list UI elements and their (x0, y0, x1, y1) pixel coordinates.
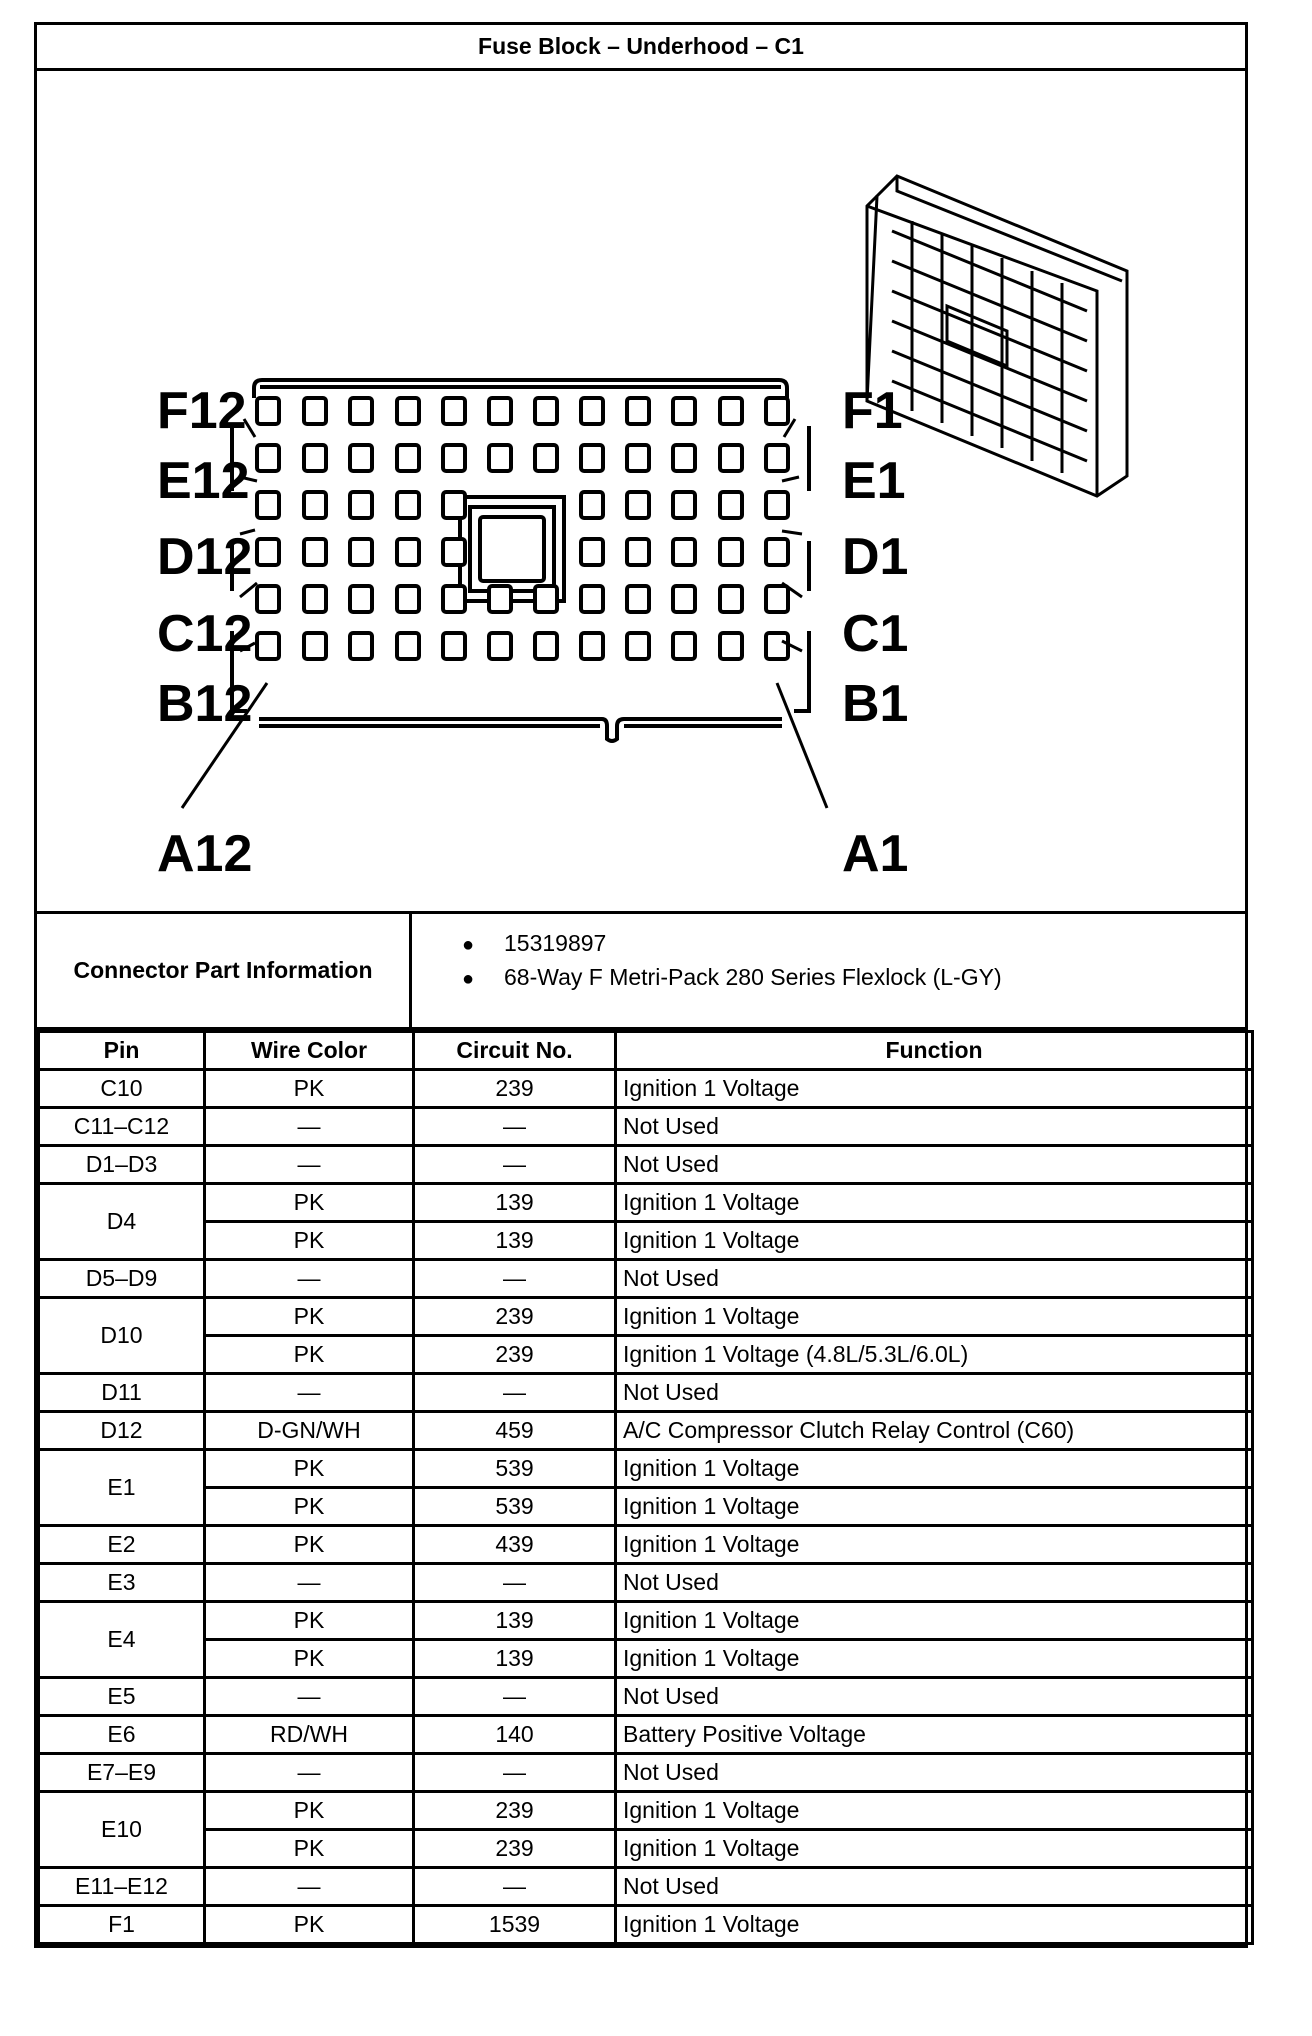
pin-cavity (766, 586, 788, 612)
pin-cavity (535, 586, 557, 612)
table-row (39, 1716, 1253, 1754)
pin-cavity (304, 398, 326, 424)
cell-circuit-no: 139 (414, 1640, 616, 1678)
cell-function: Not Used (616, 1754, 1253, 1792)
cell-wire-color: PK (205, 1526, 414, 1564)
cell-wire-color: RD/WH (205, 1716, 414, 1754)
table-header-row (39, 1032, 1253, 1070)
cell-wire-color: — (205, 1678, 414, 1716)
cell-function: Ignition 1 Voltage (616, 1184, 1253, 1222)
cell-circuit-no: 139 (414, 1222, 616, 1260)
cell-wire-color: — (205, 1108, 414, 1146)
table-row (39, 1374, 1253, 1412)
pin-label-b12: B12 (157, 675, 253, 733)
cell-circuit-no: — (414, 1678, 616, 1716)
cell-wire-color: PK (205, 1184, 414, 1222)
cell-wire-color: PK (205, 1222, 414, 1260)
cell-function: Ignition 1 Voltage (616, 1830, 1253, 1868)
cell-pin: E4 (39, 1602, 205, 1678)
cell-wire-color: PK (205, 1640, 414, 1678)
pin-cavity (257, 586, 279, 612)
pin-cavity (489, 633, 511, 659)
connector-info-label: Connector Part Information (37, 914, 412, 1027)
pin-label-f12: F12 (157, 382, 247, 440)
cell-function: Ignition 1 Voltage (4.8L/5.3L/6.0L) (616, 1336, 1253, 1374)
pinout-table (37, 1030, 1254, 1945)
cell-pin: C11–C12 (39, 1108, 205, 1146)
pin-cavity (673, 398, 695, 424)
pin-cavity (257, 539, 279, 565)
pin-cavity (673, 586, 695, 612)
connector-part-information (37, 914, 1245, 1030)
connector-info-item: ● 68-Way F Metri-Pack 280 Series Flexlock (L-GY) (462, 960, 1245, 994)
cell-function: Ignition 1 Voltage (616, 1070, 1253, 1108)
cell-wire-color: PK (205, 1298, 414, 1336)
cell-circuit-no: 239 (414, 1830, 616, 1868)
cell-function: Ignition 1 Voltage (616, 1222, 1253, 1260)
pin-label-a1: A1 (842, 825, 909, 883)
cell-wire-color: — (205, 1374, 414, 1412)
pin-cavity (627, 539, 649, 565)
pin-cavity (581, 586, 603, 612)
pinout-table-body (39, 1070, 1253, 1944)
cell-pin: E6 (39, 1716, 205, 1754)
pin-cavity (350, 492, 372, 518)
pin-cavity (443, 398, 465, 424)
cell-circuit-no: 239 (414, 1070, 616, 1108)
cell-circuit-no: — (414, 1374, 616, 1412)
cell-wire-color: — (205, 1754, 414, 1792)
pin-cavity (443, 492, 465, 518)
table-row (39, 1830, 1253, 1868)
pin-cavity (673, 539, 695, 565)
pin-cavity (257, 398, 279, 424)
cell-pin: E7–E9 (39, 1754, 205, 1792)
pin-cavity (720, 586, 742, 612)
pin-cavity (397, 445, 419, 471)
pin-cavity (350, 633, 372, 659)
cell-function: Not Used (616, 1374, 1253, 1412)
table-row (39, 1222, 1253, 1260)
pin-cavity (627, 586, 649, 612)
cell-circuit-no: — (414, 1108, 616, 1146)
pin-cavity (304, 492, 326, 518)
pin-cavity (627, 633, 649, 659)
pin-cavity (581, 539, 603, 565)
pin-cavity (257, 445, 279, 471)
cell-pin: D12 (39, 1412, 205, 1450)
cell-circuit-no: 139 (414, 1602, 616, 1640)
cell-pin: D5–D9 (39, 1260, 205, 1298)
cell-wire-color: PK (205, 1830, 414, 1868)
cell-function: Ignition 1 Voltage (616, 1906, 1253, 1944)
pin-cavity (720, 492, 742, 518)
table-row (39, 1526, 1253, 1564)
header-pin: Pin (39, 1032, 205, 1070)
cell-circuit-no: 239 (414, 1298, 616, 1336)
cell-pin: D11 (39, 1374, 205, 1412)
cell-function: Ignition 1 Voltage (616, 1602, 1253, 1640)
cell-function: Ignition 1 Voltage (616, 1298, 1253, 1336)
cell-function: Ignition 1 Voltage (616, 1526, 1253, 1564)
cell-wire-color: — (205, 1868, 414, 1906)
pin-cavity (350, 539, 372, 565)
table-row (39, 1564, 1253, 1602)
cell-circuit-no: 539 (414, 1488, 616, 1526)
pin-cavity (581, 445, 603, 471)
cell-wire-color: PK (205, 1488, 414, 1526)
cell-wire-color: — (205, 1146, 414, 1184)
pin-label-c12: C12 (157, 605, 253, 663)
pin-cavity (535, 398, 557, 424)
cell-function: A/C Compressor Clutch Relay Control (C60) (616, 1412, 1253, 1450)
connector-diagram (37, 71, 1245, 914)
cell-function: Not Used (616, 1108, 1253, 1146)
cell-pin: C10 (39, 1070, 205, 1108)
pin-cavity (535, 445, 557, 471)
cell-circuit-no: — (414, 1260, 616, 1298)
pin-cavity (673, 492, 695, 518)
pin-cavity (766, 492, 788, 518)
pin-cavity (766, 445, 788, 471)
connector-info-item: ● 15319897 (462, 926, 1245, 960)
pin-cavity (397, 398, 419, 424)
pin-cavity (304, 445, 326, 471)
table-row (39, 1146, 1253, 1184)
cell-circuit-no: — (414, 1754, 616, 1792)
cell-function: Ignition 1 Voltage (616, 1488, 1253, 1526)
pin-cavity (257, 633, 279, 659)
cell-circuit-no: 539 (414, 1450, 616, 1488)
cell-pin: D1–D3 (39, 1146, 205, 1184)
header-wire-color: Wire Color (205, 1032, 414, 1070)
table-row (39, 1678, 1253, 1716)
pin-cavity (720, 398, 742, 424)
table-row (39, 1412, 1253, 1450)
cell-pin: E10 (39, 1792, 205, 1868)
pin-cavity (766, 398, 788, 424)
table-row (39, 1108, 1253, 1146)
table-row (39, 1260, 1253, 1298)
cell-function: Ignition 1 Voltage (616, 1450, 1253, 1488)
cell-wire-color: — (205, 1260, 414, 1298)
pin-cavity (257, 492, 279, 518)
cell-circuit-no: 140 (414, 1716, 616, 1754)
pin-label-e12: E12 (157, 452, 250, 510)
pin-cavity (766, 633, 788, 659)
pin-label-a12: A12 (157, 825, 253, 883)
cell-wire-color: PK (205, 1602, 414, 1640)
pin-label-d1: D1 (842, 528, 909, 586)
pin-label-c1: C1 (842, 605, 909, 663)
cell-function: Ignition 1 Voltage (616, 1640, 1253, 1678)
pin-cavity (720, 633, 742, 659)
cell-circuit-no: — (414, 1564, 616, 1602)
pin-cavity (397, 492, 419, 518)
table-row (39, 1450, 1253, 1488)
pin-cavity (535, 633, 557, 659)
pin-cavity (673, 445, 695, 471)
pin-cavity (766, 539, 788, 565)
table-row (39, 1184, 1253, 1222)
pin-cavity (443, 539, 465, 565)
cell-circuit-no: 239 (414, 1792, 616, 1830)
cell-function: Not Used (616, 1564, 1253, 1602)
header-function: Function (616, 1032, 1253, 1070)
page-title: Fuse Block – Underhood – C1 (37, 25, 1245, 71)
cell-pin: D4 (39, 1184, 205, 1260)
cell-wire-color: D-GN/WH (205, 1412, 414, 1450)
cell-wire-color: PK (205, 1336, 414, 1374)
pin-cavity (581, 398, 603, 424)
table-row (39, 1868, 1253, 1906)
pin-cavity (350, 398, 372, 424)
table-row (39, 1906, 1253, 1944)
pin-cavity (443, 633, 465, 659)
cell-pin: E5 (39, 1678, 205, 1716)
pin-cavity (627, 445, 649, 471)
table-row (39, 1488, 1253, 1526)
cell-pin: D10 (39, 1298, 205, 1374)
pin-cavity (489, 586, 511, 612)
table-row (39, 1070, 1253, 1108)
pin-cavity (489, 445, 511, 471)
pinout-sheet (34, 22, 1248, 1948)
pin-cavity (397, 633, 419, 659)
cell-function: Not Used (616, 1868, 1253, 1906)
header-circuit-no: Circuit No. (414, 1032, 616, 1070)
pin-cavity (397, 539, 419, 565)
cell-wire-color: — (205, 1564, 414, 1602)
cell-circuit-no: — (414, 1146, 616, 1184)
cell-function: Not Used (616, 1260, 1253, 1298)
cell-wire-color: PK (205, 1906, 414, 1944)
bullet-icon: ● (462, 968, 475, 990)
table-row (39, 1298, 1253, 1336)
pin-cavity (720, 445, 742, 471)
pin-cavity (304, 539, 326, 565)
pin-label-b1: B1 (842, 675, 909, 733)
cell-circuit-no: 459 (414, 1412, 616, 1450)
cell-pin: E3 (39, 1564, 205, 1602)
pin-label-d12: D12 (157, 528, 253, 586)
connector-face-drawing (37, 71, 1245, 911)
cell-circuit-no: 239 (414, 1336, 616, 1374)
pin-label-f1: F1 (842, 382, 903, 440)
cell-circuit-no: 139 (414, 1184, 616, 1222)
cell-pin: E1 (39, 1450, 205, 1526)
connector-table-frame (34, 22, 1248, 1948)
cell-wire-color: PK (205, 1070, 414, 1108)
table-row (39, 1336, 1253, 1374)
table-row (39, 1754, 1253, 1792)
table-row (39, 1602, 1253, 1640)
cell-wire-color: PK (205, 1792, 414, 1830)
cell-circuit-no: 1539 (414, 1906, 616, 1944)
pin-cavity (350, 586, 372, 612)
cell-circuit-no: — (414, 1868, 616, 1906)
table-row (39, 1640, 1253, 1678)
pin-cavity (304, 633, 326, 659)
pin-cavity (443, 445, 465, 471)
cell-wire-color: PK (205, 1450, 414, 1488)
cell-function: Not Used (616, 1678, 1253, 1716)
cell-pin: F1 (39, 1906, 205, 1944)
pin-label-e1: E1 (842, 452, 906, 510)
pin-cavity (443, 586, 465, 612)
table-row (39, 1792, 1253, 1830)
cell-pin: E2 (39, 1526, 205, 1564)
pin-cavity (350, 445, 372, 471)
pin-cavity (397, 586, 419, 612)
pin-cavity (627, 398, 649, 424)
pin-cavity (581, 492, 603, 518)
pin-cavity (581, 633, 603, 659)
pin-cavity (304, 586, 326, 612)
pin-cavity (489, 398, 511, 424)
pin-cavity (720, 539, 742, 565)
bullet-icon: ● (462, 934, 475, 956)
cell-function: Not Used (616, 1146, 1253, 1184)
pin-cavity (627, 492, 649, 518)
connector-info-list (412, 914, 1245, 1027)
cell-function: Battery Positive Voltage (616, 1716, 1253, 1754)
pin-cavity (673, 633, 695, 659)
cell-pin: E11–E12 (39, 1868, 205, 1906)
cell-circuit-no: 439 (414, 1526, 616, 1564)
cell-function: Ignition 1 Voltage (616, 1792, 1253, 1830)
